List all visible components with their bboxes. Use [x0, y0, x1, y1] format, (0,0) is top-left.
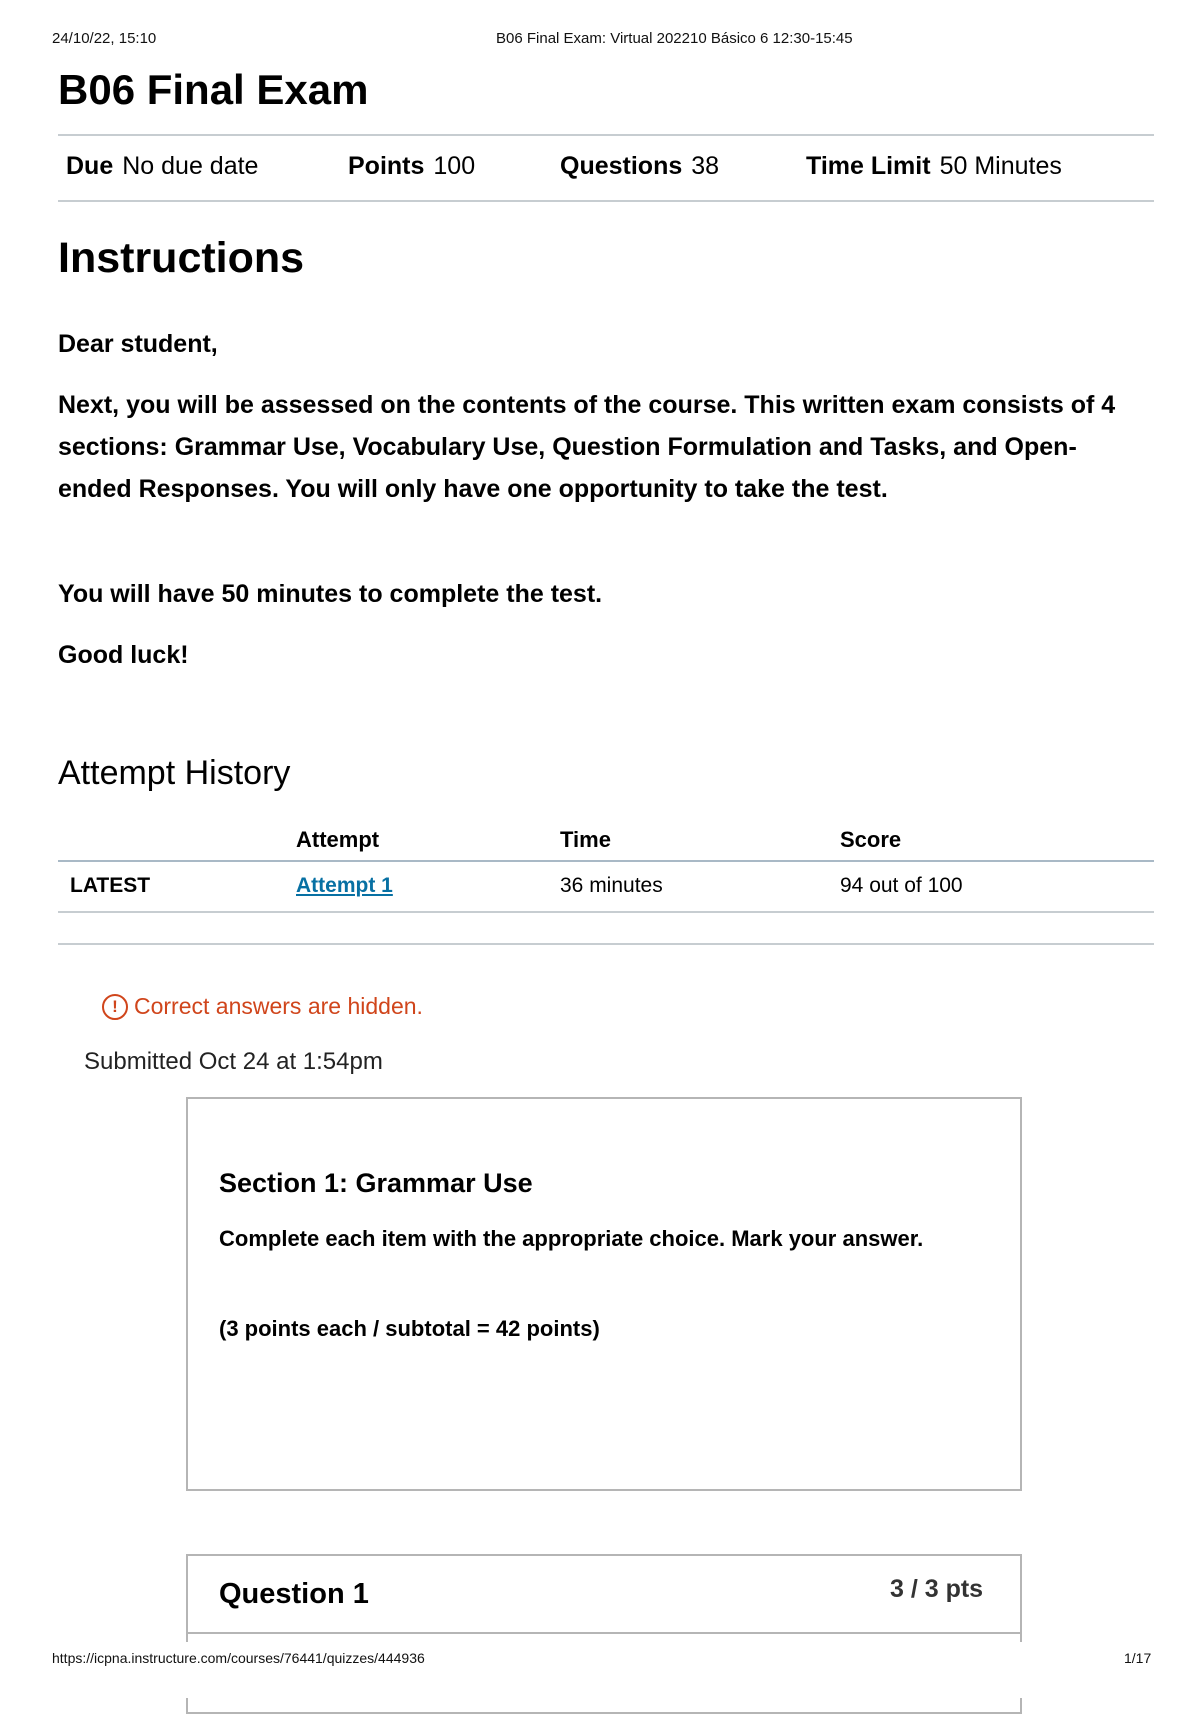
question-title: Question 1 — [219, 1578, 369, 1610]
attempt-time: 36 minutes — [560, 874, 663, 897]
divider — [58, 200, 1154, 202]
instructions-closing: Good luck! — [58, 641, 189, 669]
instructions-body: Next, you will be assessed on the contents of the course. This written exam consists of 4 sections: Grammar Use, Vocabulary Use, Question Formulation and Tasks, and Open-ended Responses. You will only have one opportunity to take the test. — [58, 391, 1116, 503]
column-header-attempt: Attempt — [296, 827, 380, 852]
points-value: 100 — [433, 152, 476, 180]
quiz-time-limit — [806, 152, 1062, 181]
attempt-history-heading: Attempt History — [58, 754, 291, 792]
warning-circle-icon: ! — [102, 994, 128, 1020]
instructions-time-note: You will have 50 minutes to complete the test. — [58, 580, 603, 608]
print-page-number: 1/17 — [1124, 1650, 1152, 1666]
time-limit-label: Time Limit — [806, 152, 931, 180]
submitted-timestamp: Submitted Oct 24 at 1:54pm — [84, 1048, 383, 1075]
quiz-points — [348, 152, 475, 181]
print-datetime: 24/10/22, 15:10 — [52, 30, 157, 47]
page-title: B06 Final Exam — [58, 66, 369, 113]
notice-text: Correct answers are hidden. — [134, 993, 423, 1019]
attempt-1-link[interactable]: Attempt 1 — [296, 874, 393, 897]
divider — [58, 134, 1154, 136]
print-url: https://icpna.instructure.com/courses/76441/quizzes/444936 — [52, 1650, 425, 1666]
instructions-greeting: Dear student, — [58, 330, 218, 358]
questions-value: 38 — [691, 152, 720, 180]
questions-label: Questions — [560, 152, 683, 180]
table-header-rule-accent — [286, 860, 1154, 862]
column-header-score: Score — [840, 827, 902, 852]
table-row-divider — [58, 911, 1154, 913]
due-label: Due — [66, 152, 114, 180]
quiz-questions — [560, 152, 719, 181]
question-points: 3 / 3 pts — [890, 1575, 984, 1603]
section-description: Complete each item with the appropriate choice. Mark your answer. — [219, 1226, 924, 1251]
due-value: No due date — [122, 152, 259, 180]
column-header-time: Time — [560, 827, 611, 852]
instructions-heading: Instructions — [58, 234, 305, 282]
section-title: Section 1: Grammar Use — [219, 1168, 533, 1198]
answers-hidden-notice — [102, 993, 423, 1020]
attempt-latest-tag: LATEST — [70, 874, 151, 897]
question-header-divider — [186, 1632, 1022, 1634]
section-intro-box — [186, 1097, 1022, 1491]
divider — [58, 943, 1154, 945]
attempt-score: 94 out of 100 — [840, 874, 963, 897]
section-points-note: (3 points each / subtotal = 42 points) — [219, 1316, 600, 1341]
quiz-due — [66, 152, 258, 181]
print-page-title: B06 Final Exam: Virtual 202210 Básico 6 12:30-15:45 — [496, 30, 853, 47]
points-label: Points — [348, 152, 425, 180]
time-limit-value: 50 Minutes — [939, 152, 1062, 180]
